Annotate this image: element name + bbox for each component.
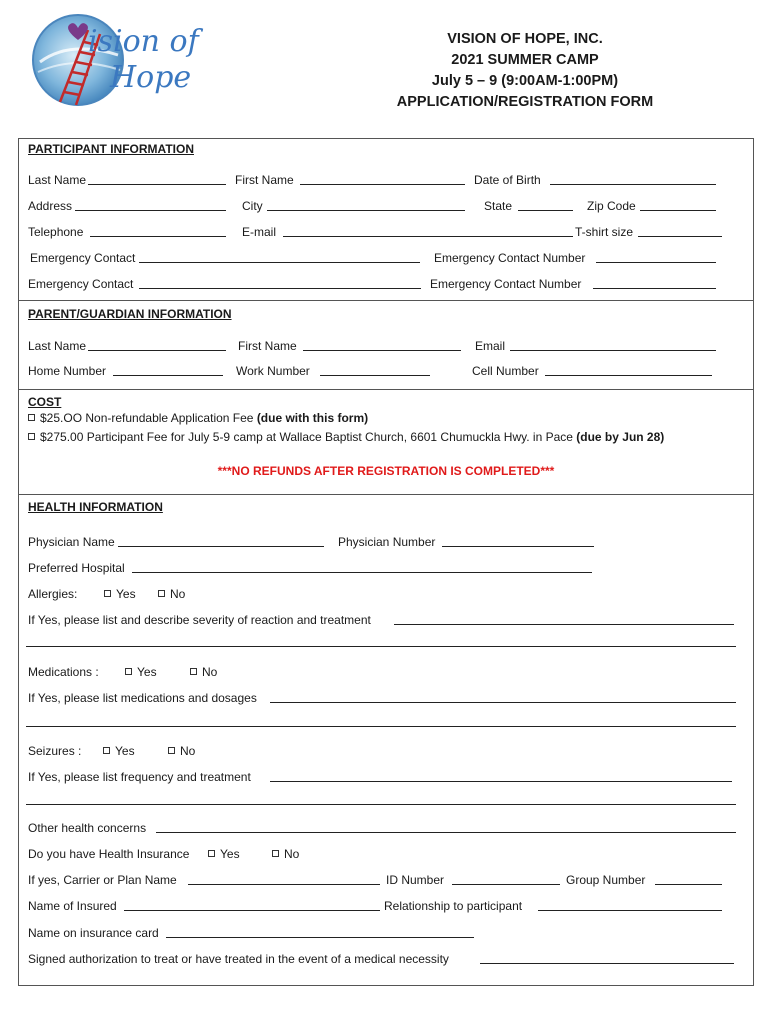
label-relationship: Relationship to participant (384, 899, 523, 913)
label-zip: Zip Code (587, 199, 636, 213)
label-tshirt: T-shirt size (575, 225, 634, 239)
relationship-field[interactable] (538, 910, 722, 911)
participant-fee-note: (due by Jun 28) (576, 430, 665, 444)
application-fee-note: (due with this form) (256, 411, 369, 425)
seizures-detail-field[interactable] (270, 781, 732, 782)
home-number-field[interactable] (113, 375, 223, 376)
health-heading: HEALTH INFORMATION (28, 500, 163, 514)
medications-yes[interactable] (125, 665, 157, 679)
name-on-card-field[interactable] (166, 937, 474, 938)
name-insured-field[interactable] (124, 910, 380, 911)
label-preferred-hospital: Preferred Hospital (28, 561, 125, 575)
label-telephone: Telephone (28, 225, 84, 239)
allergies-yes-checkbox[interactable] (104, 590, 111, 597)
participant-heading: PARTICIPANT INFORMATION (28, 142, 194, 156)
allergies-detail-field[interactable] (394, 624, 734, 625)
emergency-number-2-field[interactable] (593, 288, 716, 289)
logo-vision: ision of (88, 24, 199, 59)
label-name-insured: Name of Insured (28, 899, 117, 913)
preferred-hospital-field[interactable] (132, 572, 592, 573)
medications-detail-field-2[interactable] (26, 726, 736, 727)
label-parent-last-name: Last Name (28, 339, 87, 353)
city-field[interactable] (267, 210, 465, 211)
yes-label: Yes (220, 847, 240, 861)
state-field[interactable] (518, 210, 573, 211)
emergency-contact-1-field[interactable] (139, 262, 420, 263)
logo-hope: Hope (110, 60, 192, 95)
physician-number-field[interactable] (442, 546, 594, 547)
label-seizures-detail: If Yes, please list frequency and treatment (28, 770, 251, 784)
participant-fee-checkbox[interactable] (28, 433, 35, 440)
emergency-contact-2-field[interactable] (139, 288, 421, 289)
cell-number-field[interactable] (545, 375, 712, 376)
first-name-field[interactable] (300, 184, 465, 185)
parent-first-name-field[interactable] (303, 350, 461, 351)
form-title: APPLICATION/REGISTRATION FORM (396, 94, 654, 110)
camp-dates: July 5 – 9 (9:00AM-1:00PM) (431, 73, 619, 89)
parent-heading: PARENT/GUARDIAN INFORMATION (28, 307, 232, 321)
seizures-yes[interactable] (103, 744, 135, 758)
camp-title: 2021 SUMMER CAMP (451, 52, 599, 68)
seizures-no[interactable] (168, 744, 195, 758)
medications-detail-field[interactable] (270, 702, 736, 703)
application-fee-checkbox[interactable] (28, 414, 35, 421)
medications-no-checkbox[interactable] (190, 668, 197, 675)
refund-notice: ***NO REFUNDS AFTER REGISTRATION IS COMPLETED*** (217, 464, 555, 478)
label-insurance-question: Do you have Health Insurance (28, 847, 190, 861)
yes-label: Yes (115, 744, 135, 758)
yes-label: Yes (116, 587, 136, 601)
address-field[interactable] (75, 210, 226, 211)
insurance-no-checkbox[interactable] (272, 850, 279, 857)
physician-name-field[interactable] (118, 546, 324, 547)
telephone-field[interactable] (90, 236, 226, 237)
label-state: State (484, 199, 513, 213)
label-emergency-contact-2: Emergency Contact (28, 277, 134, 291)
seizures-yes-checkbox[interactable] (103, 747, 110, 754)
label-email: E-mail (242, 225, 277, 239)
label-medications: Medications : (28, 665, 99, 679)
label-work-number: Work Number (236, 364, 310, 378)
label-seizures: Seizures : (28, 744, 82, 758)
label-authorization: Signed authorization to treat or have treated in the event of a medical necessity (28, 952, 449, 966)
label-other-concerns: Other health concerns (28, 821, 147, 835)
label-cell-number: Cell Number (472, 364, 539, 378)
participant-fee-line (28, 430, 664, 444)
seizures-no-checkbox[interactable] (168, 747, 175, 754)
label-last-name: Last Name (28, 173, 87, 187)
medications-yes-checkbox[interactable] (125, 668, 132, 675)
label-first-name: First Name (235, 173, 294, 187)
insurance-yes[interactable] (208, 847, 240, 861)
emergency-number-1-field[interactable] (596, 262, 716, 263)
label-physician-name: Physician Name (28, 535, 115, 549)
label-allergies: Allergies: (28, 587, 78, 601)
allergies-detail-field-2[interactable] (26, 646, 736, 647)
insurance-yes-checkbox[interactable] (208, 850, 215, 857)
medications-no[interactable] (190, 665, 217, 679)
allergies-yes[interactable] (104, 587, 136, 601)
label-dob: Date of Birth (474, 173, 541, 187)
yes-label: Yes (137, 665, 157, 679)
authorization-signature-field[interactable] (480, 963, 734, 964)
label-medications-detail: If Yes, please list medications and dosages (28, 691, 257, 705)
label-address: Address (28, 199, 73, 213)
allergies-no-checkbox[interactable] (158, 590, 165, 597)
label-emergency-number-2: Emergency Contact Number (430, 277, 582, 291)
email-field[interactable] (283, 236, 573, 237)
logo (30, 10, 225, 110)
org-title: VISION OF HOPE, INC. (447, 31, 603, 47)
parent-last-name-field[interactable] (88, 350, 226, 351)
cost-heading: COST (28, 395, 62, 409)
application-fee-line (28, 411, 368, 425)
tshirt-field[interactable] (638, 236, 722, 237)
no-label: No (202, 665, 218, 679)
label-group-number: Group Number (566, 873, 646, 887)
id-number-field[interactable] (452, 884, 560, 885)
insurance-no[interactable] (272, 847, 299, 861)
no-label: No (170, 587, 186, 601)
other-concerns-field[interactable] (156, 832, 736, 833)
dob-field[interactable] (550, 184, 716, 185)
participant-fee-text: $275.00 Participant Fee for July 5-9 camp at Wallace Baptist Church, 6601 Chumuckla Hwy. in Pace (40, 430, 577, 444)
label-allergies-detail: If Yes, please list and describe severity of reaction and treatment (28, 613, 371, 627)
seizures-detail-field-2[interactable] (26, 804, 736, 805)
label-physician-number: Physician Number (338, 535, 436, 549)
carrier-field[interactable] (188, 884, 380, 885)
label-name-on-card: Name on insurance card (28, 926, 159, 940)
no-label: No (180, 744, 196, 758)
label-parent-first-name: First Name (238, 339, 297, 353)
last-name-field[interactable] (88, 184, 226, 185)
label-home-number: Home Number (28, 364, 107, 378)
label-emergency-contact-1: Emergency Contact (30, 251, 136, 265)
label-parent-email: Email (475, 339, 506, 353)
application-fee-text: $25.OO Non-refundable Application Fee (40, 411, 257, 425)
section-divider (18, 389, 754, 390)
label-carrier: If yes, Carrier or Plan Name (28, 873, 177, 887)
work-number-field[interactable] (320, 375, 430, 376)
allergies-no[interactable] (158, 587, 185, 601)
label-emergency-number-1: Emergency Contact Number (434, 251, 586, 265)
label-city: City (242, 199, 263, 213)
zip-field[interactable] (640, 210, 716, 211)
parent-email-field[interactable] (510, 350, 716, 351)
section-divider (18, 494, 754, 495)
no-label: No (284, 847, 300, 861)
label-id-number: ID Number (386, 873, 445, 887)
section-divider (18, 300, 754, 301)
group-number-field[interactable] (655, 884, 722, 885)
